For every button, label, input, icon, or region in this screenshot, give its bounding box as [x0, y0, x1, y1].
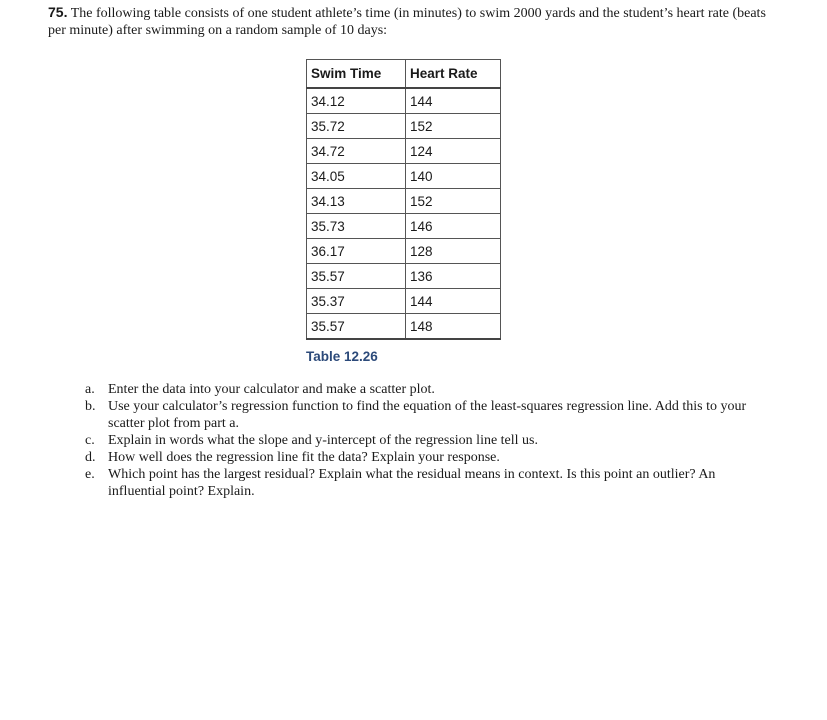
column-header-heart-rate: Heart Rate — [406, 60, 501, 89]
problem-text: The following table consists of one student athlete’s time (in minutes) to swim 2000 yards and the student’s heart rate (beats per minute) after swimming on a random sample of 10 days: — [48, 6, 766, 38]
table-row — [307, 214, 501, 239]
table-caption: Table 12.26 — [306, 349, 378, 364]
problem-statement — [48, 4, 768, 39]
table-row — [307, 314, 501, 340]
heart-rate-cell: 128 — [406, 239, 501, 264]
data-table — [306, 59, 501, 340]
table-row — [307, 189, 501, 214]
table-row — [307, 164, 501, 189]
question-item — [82, 449, 762, 466]
question-item — [82, 466, 762, 500]
question-letter: e. — [85, 467, 95, 482]
heart-rate-cell: 124 — [406, 139, 501, 164]
heart-rate-cell: 152 — [406, 189, 501, 214]
table-header-row — [307, 60, 501, 89]
swim-time-cell: 35.72 — [307, 114, 406, 139]
problem-number: 75. — [48, 4, 68, 20]
swim-time-cell: 34.13 — [307, 189, 406, 214]
question-letter: a. — [85, 382, 95, 397]
table-row — [307, 289, 501, 314]
swim-time-cell: 34.72 — [307, 139, 406, 164]
question-text: Which point has the largest residual? Explain what the residual means in context. Is this point an outlier? An influential point? Explain. — [108, 467, 716, 499]
heart-rate-cell: 152 — [406, 114, 501, 139]
swim-time-cell: 35.37 — [307, 289, 406, 314]
swim-time-cell: 34.05 — [307, 164, 406, 189]
table-row — [307, 88, 501, 114]
swim-time-cell: 35.57 — [307, 264, 406, 289]
question-text: Enter the data into your calculator and make a scatter plot. — [108, 382, 435, 397]
question-letter: c. — [85, 433, 95, 448]
column-header-swim-time: Swim Time — [307, 60, 406, 89]
swim-time-cell: 36.17 — [307, 239, 406, 264]
question-text: How well does the regression line fit the data? Explain your response. — [108, 450, 500, 465]
question-item — [82, 381, 762, 398]
table-row — [307, 139, 501, 164]
question-list — [82, 381, 762, 500]
swim-time-cell: 35.57 — [307, 314, 406, 340]
table-row — [307, 239, 501, 264]
swim-time-cell: 34.12 — [307, 88, 406, 114]
heart-rate-cell: 148 — [406, 314, 501, 340]
swim-time-cell: 35.73 — [307, 214, 406, 239]
question-item — [82, 432, 762, 449]
heart-rate-cell: 136 — [406, 264, 501, 289]
table-row — [307, 114, 501, 139]
heart-rate-cell: 144 — [406, 289, 501, 314]
question-text: Use your calculator’s regression function to find the equation of the least-squares regression line. Add this to your scatter plot from part a. — [108, 399, 747, 431]
table-row — [307, 264, 501, 289]
question-text: Explain in words what the slope and y-intercept of the regression line tell us. — [108, 433, 539, 448]
question-letter: d. — [85, 450, 96, 465]
question-item — [82, 398, 762, 432]
heart-rate-cell: 140 — [406, 164, 501, 189]
heart-rate-cell: 146 — [406, 214, 501, 239]
question-letter: b. — [85, 399, 96, 414]
heart-rate-cell: 144 — [406, 88, 501, 114]
